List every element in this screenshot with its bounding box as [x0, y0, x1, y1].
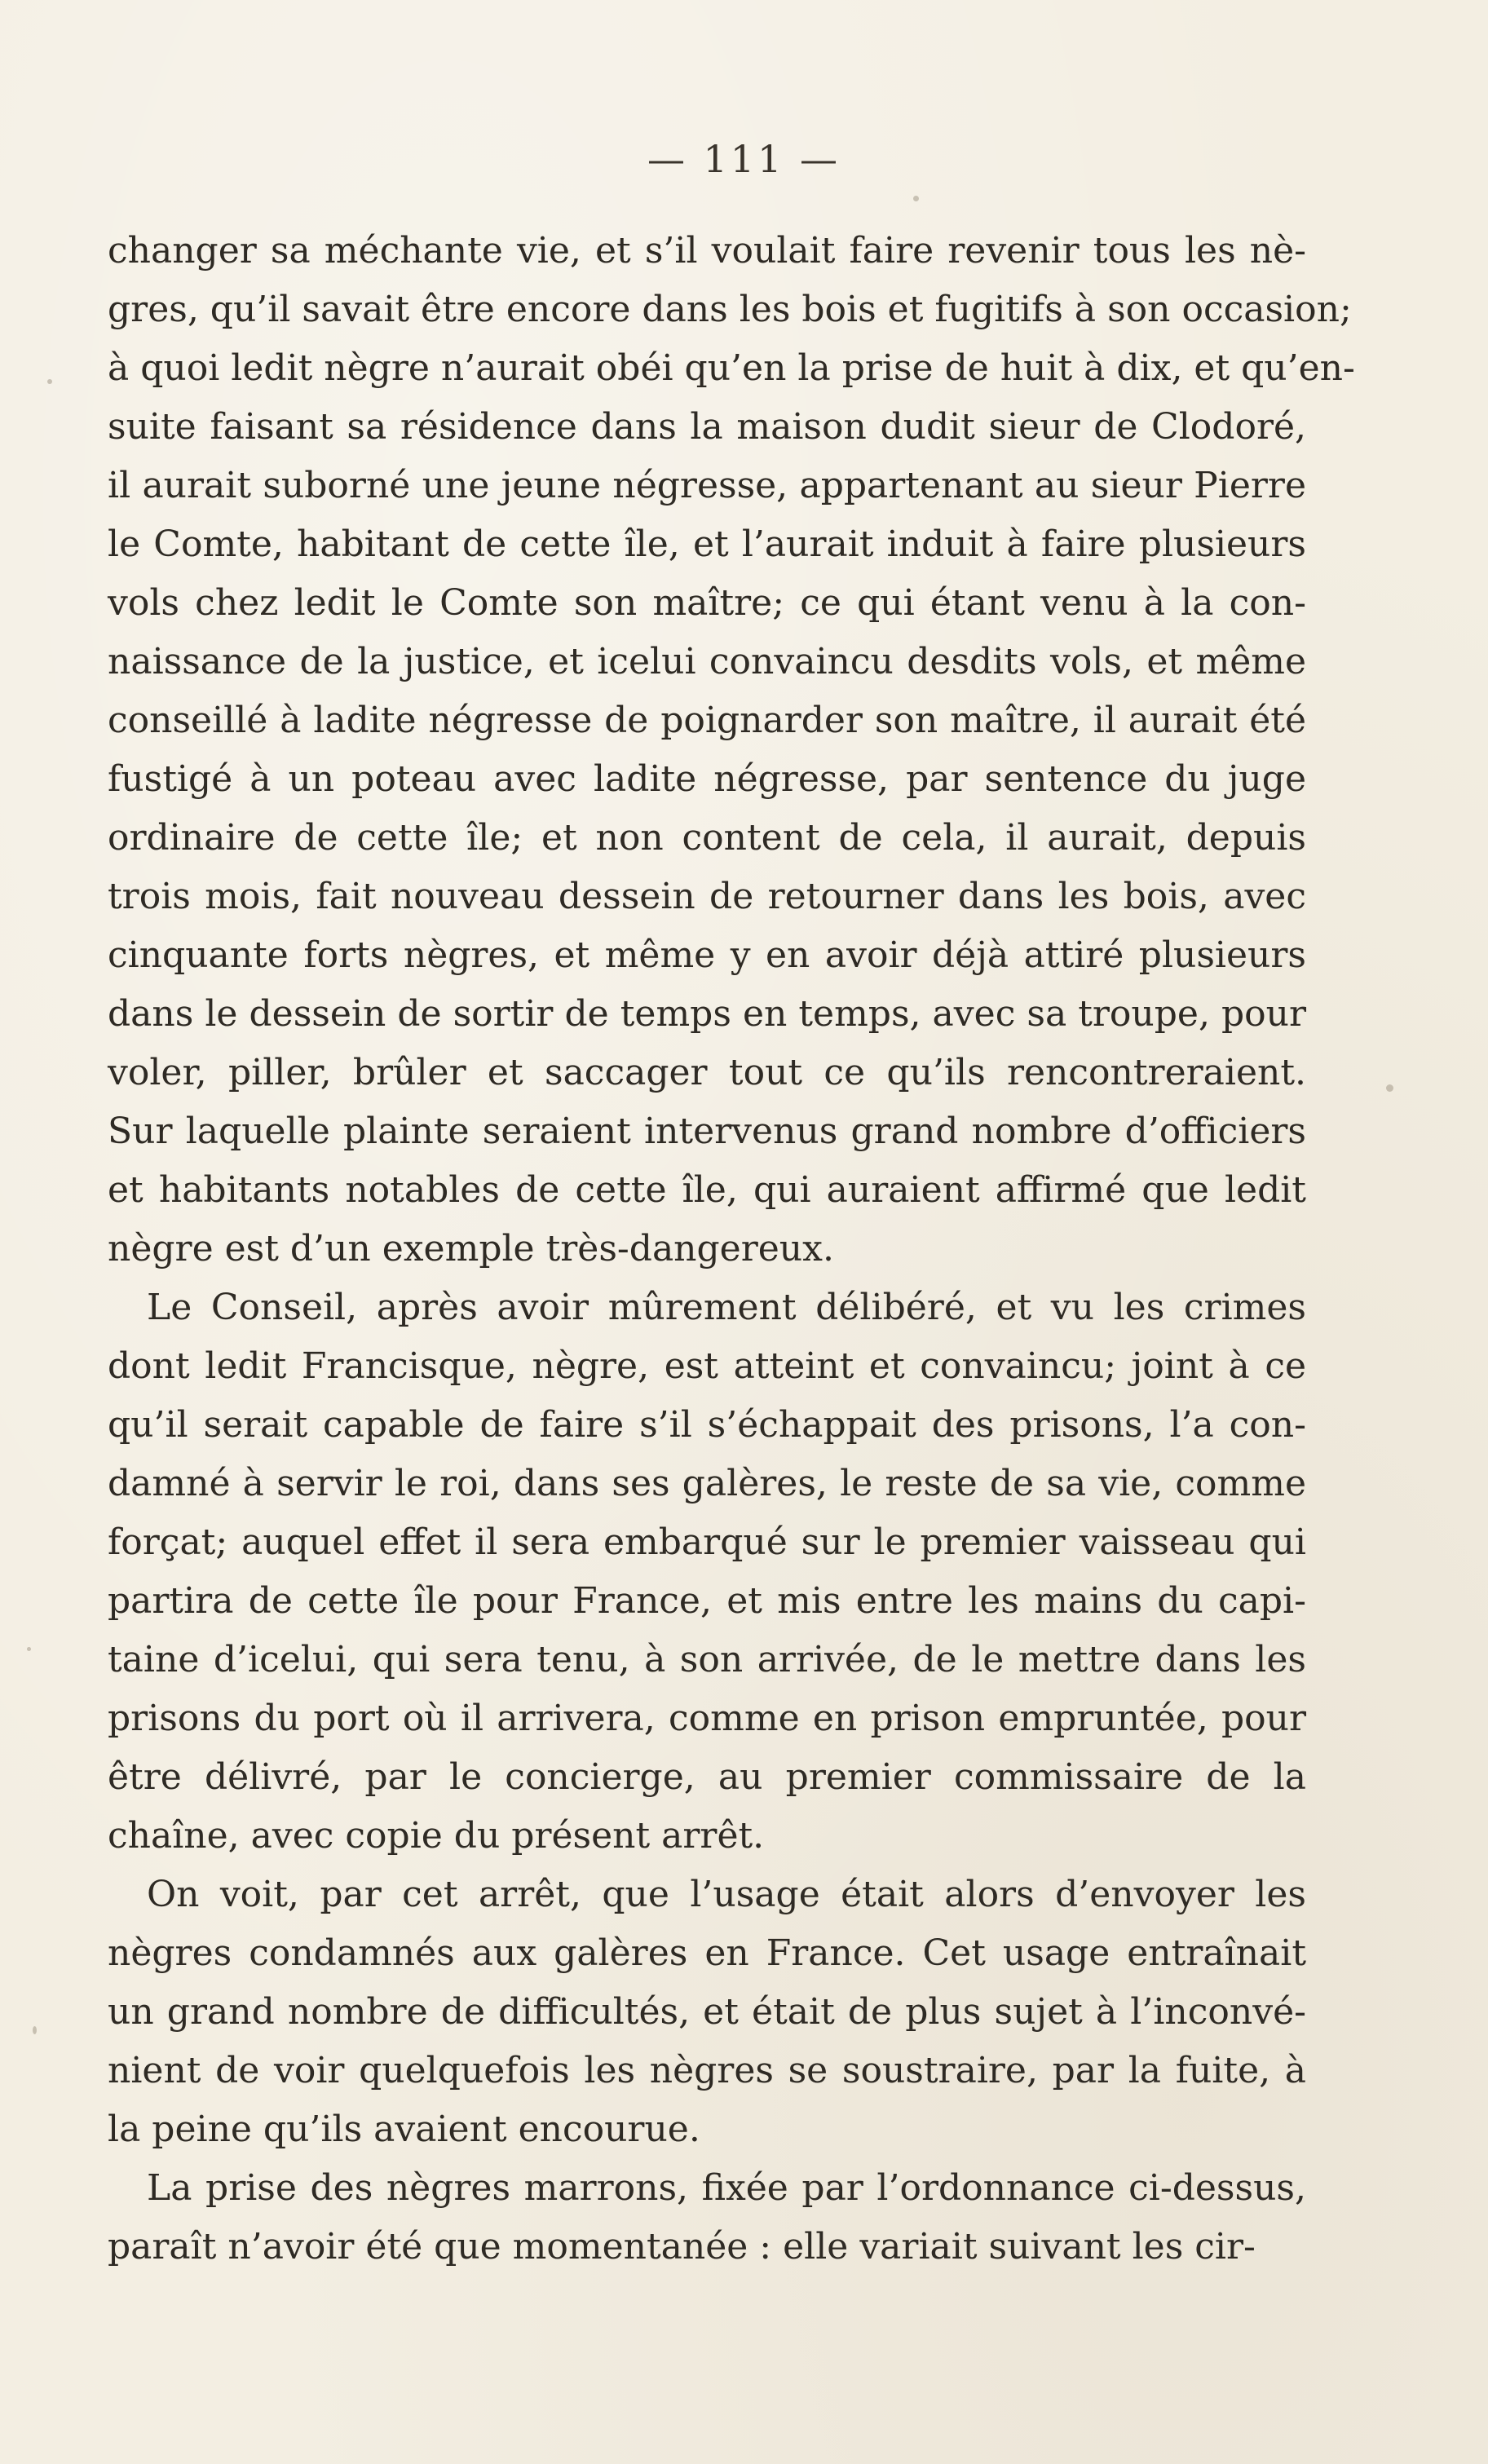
text-line: ordinaire de cette île; et non content de cela, il aurait, depuis — [108, 817, 1306, 859]
text-line: On voit, par cet arrêt, que l’usage était alors d’envoyer les — [147, 1874, 1306, 1915]
paper-speck — [27, 1647, 31, 1651]
paragraph — [108, 1866, 1306, 2159]
text-line: vols chez ledit le Comte son maître; ce qui étant venu à la con- — [108, 582, 1306, 624]
text-line: le Comte, habitant de cette île, et l’aurait induit à faire plusieurs — [108, 523, 1306, 565]
text-line: Le Conseil, après avoir mûrement délibéré, et vu les crimes — [147, 1287, 1306, 1328]
paper-speck — [913, 196, 919, 201]
text-line: dont ledit Francisque, nègre, est atteint et convaincu; joint à ce — [108, 1345, 1306, 1387]
paragraph — [108, 222, 1355, 1278]
text-line: et habitants notables de cette île, qui auraient affirmé que ledit — [108, 1169, 1306, 1211]
paper-speck — [33, 2026, 37, 2034]
text-line: la peine qu’ils avaient encourue. — [108, 2109, 700, 2150]
text-line: un grand nombre de difficultés, et était de plus sujet à l’inconvé- — [108, 1991, 1306, 2033]
text-line: il aurait suborné une jeune négresse, appartenant au sieur Pierre — [108, 465, 1306, 506]
text-line: Sur laquelle plainte seraient intervenus grand nombre d’officiers — [108, 1111, 1306, 1152]
text-line: suite faisant sa résidence dans la maison dudit sieur de Clodoré, — [108, 406, 1306, 448]
text-line: voler, piller, brûler et saccager tout ce qu’ils rencontreraient. — [108, 1052, 1306, 1093]
text-line: à quoi ledit nègre n’aurait obéi qu’en la prise de huit à dix, et qu’en- — [108, 347, 1355, 389]
text-line: fustigé à un poteau avec ladite négresse, par sentence du juge — [108, 758, 1306, 800]
paper-speck — [1386, 1084, 1393, 1092]
text-line: taine d’icelui, qui sera tenu, à son arrivée, de le mettre dans les — [108, 1639, 1306, 1680]
text-line: être délivré, par le concierge, au premier commissaire de la — [108, 1756, 1306, 1798]
page-number: — 111 — — [647, 137, 841, 181]
text-line: naissance de la justice, et icelui convaincu desdits vols, et même — [108, 641, 1306, 682]
text-line: changer sa méchante vie, et s’il voulait faire revenir tous les nè- — [108, 230, 1306, 272]
text-line: forçat; auquel effet il sera embarqué sur le premier vaisseau qui — [108, 1521, 1306, 1563]
body-text — [108, 222, 1355, 2276]
text-line: qu’il serait capable de faire s’il s’échappait des prisons, l’a con- — [108, 1404, 1306, 1446]
text-line: La prise des nègres marrons, fixée par l’ordonnance ci-dessus, — [147, 2167, 1306, 2209]
text-line: paraît n’avoir été que momentanée : elle variait suivant les cir- — [108, 2226, 1256, 2267]
text-line: nègres condamnés aux galères en France. Cet usage entraînait — [108, 1932, 1306, 1974]
text-line: trois mois, fait nouveau dessein de retourner dans les bois, avec — [108, 876, 1306, 917]
text-line: cinquante forts nègres, et même y en avoir déjà attiré plusieurs — [108, 934, 1306, 976]
paper-speck — [47, 379, 52, 384]
text-line: partira de cette île pour France, et mis entre les mains du capi- — [108, 1580, 1306, 1622]
text-line: gres, qu’il savait être encore dans les bois et fugitifs à son occasion; — [108, 289, 1352, 330]
text-line: nient de voir quelquefois les nègres se soustraire, par la fuite, à — [108, 2050, 1306, 2091]
text-line: nègre est d’un exemple très-dangereux. — [108, 1228, 834, 1270]
text-line: damné à servir le roi, dans ses galères, le reste de sa vie, comme — [108, 1463, 1306, 1504]
paragraph — [108, 2159, 1306, 2276]
text-line: prisons du port où il arrivera, comme en prison empruntée, pour — [108, 1698, 1306, 1739]
paragraph — [108, 1278, 1306, 1866]
text-line: chaîne, avec copie du présent arrêt. — [108, 1815, 765, 1857]
text-line: dans le dessein de sortir de temps en temps, avec sa troupe, pour — [108, 993, 1306, 1035]
text-line: conseillé à ladite négresse de poignarder son maître, il aurait été — [108, 700, 1306, 741]
